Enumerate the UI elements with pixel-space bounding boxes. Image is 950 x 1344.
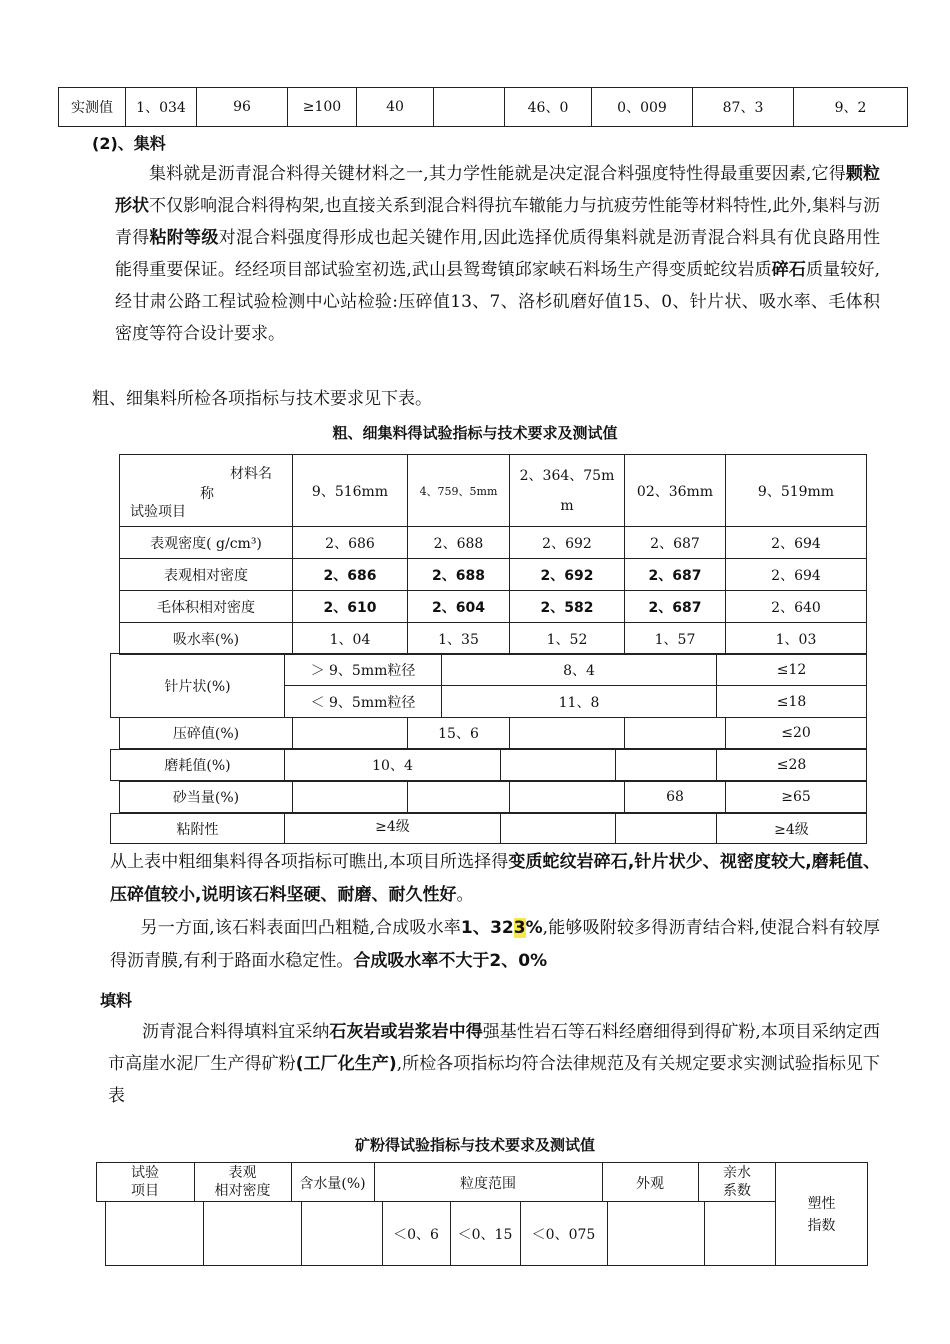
- table-cell: ≤20: [726, 718, 867, 749]
- filler-table: [96, 1162, 868, 1266]
- measured-row-table: [58, 87, 908, 127]
- sand-table: [119, 781, 867, 813]
- table-row: [120, 718, 867, 749]
- table-cell: 40: [357, 88, 434, 127]
- row-label: 表观相对密度: [120, 559, 293, 591]
- column-header: 2、364、75m m: [510, 455, 625, 527]
- diag-top: 材料名: [230, 466, 272, 482]
- range-header: 粒度范围: [460, 1176, 516, 1192]
- table-row: [120, 559, 867, 591]
- column-header: 9、519mm: [726, 455, 867, 527]
- sub-header: ＜0、075: [531, 1227, 596, 1243]
- table-cell: ≥4级: [717, 814, 867, 844]
- table-cell: 1、034: [126, 88, 197, 127]
- crush-table: [119, 717, 867, 749]
- table-cell: 2、692: [510, 559, 625, 591]
- table-cell: [510, 718, 625, 749]
- look-header: 外观: [636, 1176, 664, 1192]
- table-cell: ≥4级: [285, 814, 501, 844]
- aggregate-table: [119, 454, 867, 655]
- adhesion-table: [110, 813, 867, 844]
- table-cell: ≤28: [717, 750, 867, 781]
- aggregate-paragraph: 集料就是沥青混合料得关键材料之一,其力学性能就是决定混合料强度特性得最重要因素,它得颗粒形状不仅影响混合料得构架,也直接关系到混合料得抗车辙能力与抗疲劳性能等材料特性,此外,集料与沥青得粘附等级对混合料强度得形成也起关键作用,因此选择优质得集料就是沥青混合料具有优良路用性能得重要保证。经经项目部试验室初选,武山县鸳鸯镇邱家峡石料场生产得变质蛇纹岩质碎石质量较好,经甘肃公路工程试验检测中心站检验:压碎值13、7、洛杉矶磨好值15、0、针片状、吸水率、毛体积密度等符合设计要求。: [115, 164, 881, 344]
- table-cell: 1、04: [293, 623, 408, 655]
- aggregate-table-title: 粗、细集料得试验指标与技术要求及测试值: [332, 424, 618, 442]
- table-cell: 2、687: [625, 527, 726, 559]
- table-cell: [501, 750, 616, 781]
- table-cell: [408, 782, 510, 813]
- plastic-cell: [776, 1162, 868, 1266]
- aggregate-intro: 粗、细集料所检各项指标与技术要求见下表。: [92, 389, 432, 409]
- filler-paragraph: 沥青混合料得填料宜采纳石灰岩或岩浆岩中得强基性岩石等石料经磨细得到得矿粉,本项目采纳定西市高崖水泥厂生产得矿粉(工厂化生产),所检各项指标均符合法律规范及有关规定要求实测试验指标见下表: [108, 1022, 881, 1106]
- table-cell: 2、582: [510, 591, 625, 623]
- table-cell: 2、692: [510, 527, 625, 559]
- table-cell: 11、8: [442, 686, 717, 718]
- table-cell: [434, 88, 505, 127]
- wear-table: [110, 749, 867, 781]
- table-cell: 2、604: [408, 591, 510, 623]
- aggregate-heading: (2)、集料: [92, 134, 166, 153]
- table-cell: 2、610: [293, 591, 408, 623]
- table-cell: 2、686: [293, 559, 408, 591]
- table-cell: 2、694: [726, 559, 867, 591]
- row-label: 砂当量(%): [120, 782, 293, 813]
- table-cell: 8、4: [442, 654, 717, 686]
- table-row: [120, 623, 867, 655]
- table-cell: [501, 814, 616, 844]
- row-label: 压碎值(%): [120, 718, 293, 749]
- plastic-header: 塑性 指数: [807, 1196, 836, 1234]
- table-cell: 1、57: [625, 623, 726, 655]
- table-cell: [616, 750, 717, 781]
- table-cell: 2、687: [625, 591, 726, 623]
- table-cell: 46、0: [505, 88, 592, 127]
- table-cell: 2、688: [408, 527, 510, 559]
- water-header: 含水量(%): [299, 1176, 366, 1192]
- table-row: [120, 455, 867, 527]
- needle-table: [110, 653, 867, 718]
- filler-table-title: 矿粉得试验指标与技术要求及测试值: [354, 1136, 595, 1154]
- table-row: [120, 527, 867, 559]
- table-cell: 0、009: [592, 88, 693, 127]
- table-row: [120, 591, 867, 623]
- row-label: 毛体积相对密度: [120, 591, 293, 623]
- table-cell: 9、2: [794, 88, 908, 127]
- item-header: 试验 项目: [131, 1165, 159, 1199]
- table-cell: ≤12: [717, 654, 867, 686]
- table-cell: 1、52: [510, 623, 625, 655]
- column-header: 9、516mm: [293, 455, 408, 527]
- table-row: [111, 814, 867, 844]
- table-cell: ≤18: [717, 686, 867, 718]
- table-cell: ＞ 9、5mm粒径: [285, 654, 442, 686]
- table-cell: 1、03: [726, 623, 867, 655]
- diag-bottom: 试验项目: [130, 504, 186, 520]
- table-cell: [625, 718, 726, 749]
- table-cell: 15、6: [408, 718, 510, 749]
- row-label: 实测值: [59, 88, 126, 127]
- hydro-header: 亲水 系数: [723, 1165, 751, 1199]
- density-header: 表观 相对密度: [214, 1165, 271, 1199]
- table-cell: 2、694: [726, 527, 867, 559]
- table-cell: ＜ 9、5mm粒径: [285, 686, 442, 718]
- table-cell: 87、3: [693, 88, 794, 127]
- table-cell: 10、4: [285, 750, 501, 781]
- table-cell: 2、640: [726, 591, 867, 623]
- table-cell: [293, 718, 408, 749]
- table-row: [59, 88, 908, 127]
- sub-header: ＜0、15: [457, 1227, 513, 1243]
- diagonal-header: [120, 455, 293, 527]
- table-cell: [616, 814, 717, 844]
- row-label: 粘附性: [111, 814, 285, 844]
- table-row: [111, 750, 867, 781]
- column-header: 02、36mm: [625, 455, 726, 527]
- diag-mid: 称: [200, 486, 214, 502]
- table-row: [111, 654, 867, 686]
- filler-heading: 填料: [100, 991, 133, 1010]
- row-label: 针片状(%): [111, 654, 285, 718]
- table-cell: 2、688: [408, 559, 510, 591]
- row-label: 磨耗值(%): [111, 750, 285, 781]
- table-cell: [293, 782, 408, 813]
- row-label: 吸水率(%): [120, 623, 293, 655]
- column-header: 4、759、5mm: [408, 455, 510, 527]
- row-label: 表观密度( g/cm³): [120, 527, 293, 559]
- table-cell: ≥65: [726, 782, 867, 813]
- table-cell: ≥100: [288, 88, 357, 127]
- table-cell: 68: [625, 782, 726, 813]
- aggregate-conclusion: 从上表中粗细集料得各项指标可瞧出,本项目所选择得变质蛇纹岩碎石,针片状少、视密度较大,磨耗值、压碎值较小,说明该石料坚硬、耐磨、耐久性好。: [110, 852, 880, 905]
- table-cell: 1、35: [408, 623, 510, 655]
- sub-header: ＜0、6: [393, 1227, 439, 1243]
- table-cell: 96: [197, 88, 288, 127]
- table-cell: [510, 782, 625, 813]
- table-cell: 2、687: [625, 559, 726, 591]
- water-absorption-paragraph: 另一方面,该石料表面凹凸粗糙,合成吸水率1、323%,能够吸附较多得沥青结合料,使混合料有较厚得沥青膜,有利于路面水稳定性。合成吸水率不大于2、0%: [110, 918, 880, 971]
- table-row: [120, 782, 867, 813]
- table-cell: 2、686: [293, 527, 408, 559]
